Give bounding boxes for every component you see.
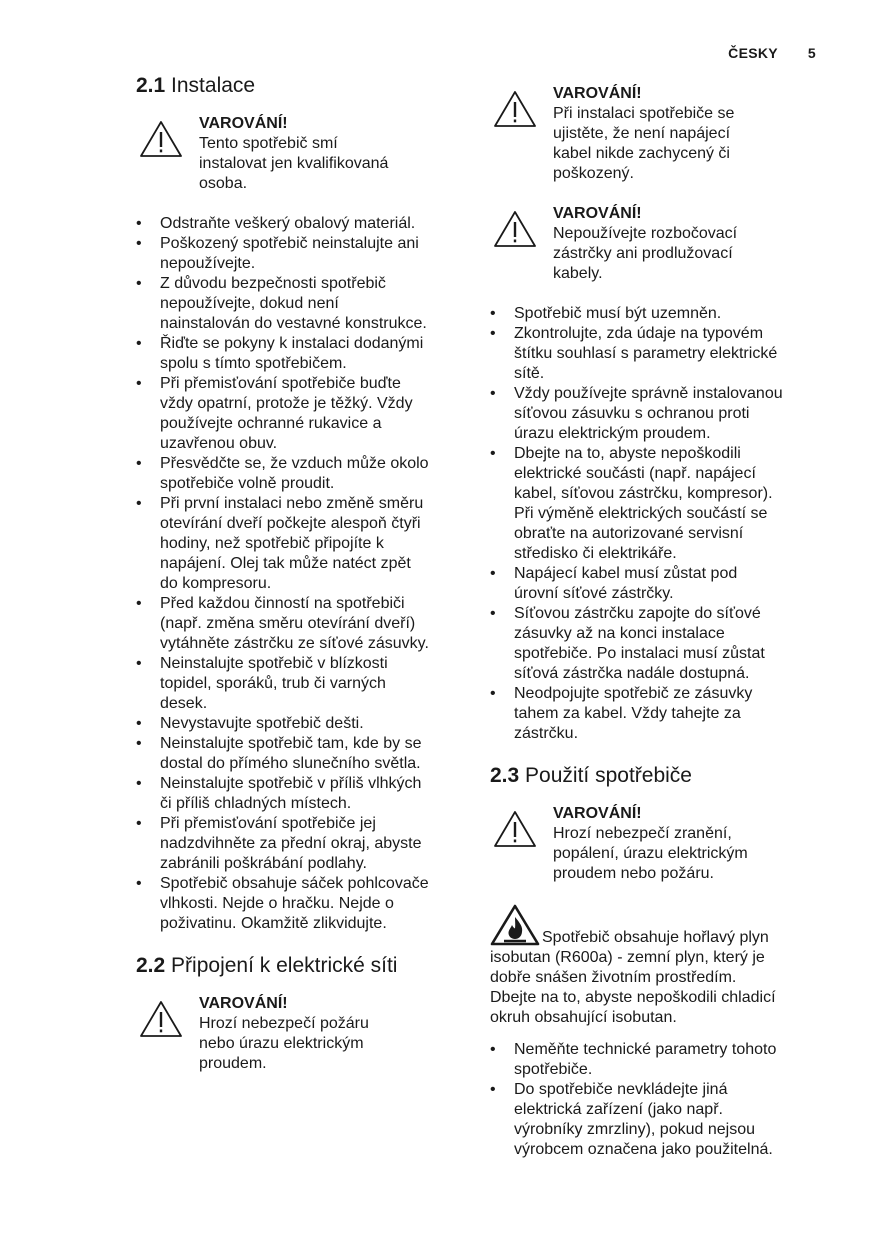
flammable-note-first-line [490, 904, 820, 948]
warning-triangle-icon [493, 210, 537, 248]
flammable-note-line: Spotřebič obsahuje hořlavý plyn [542, 929, 769, 946]
list-item: • Při první instalaci nebo změně směru otevírání dveří počkejte alespoň čtyři hodiny, než spotřebič připojíte k napájení. Olej tak může natéct zpět do kompresoru. [136, 494, 466, 594]
usage-list [490, 1040, 820, 1160]
flammable-note-line: dobře snášen životním prostředím. [490, 969, 737, 986]
list-item: • Neinstalujte spotřebič tam, kde by se dostal do přímého slunečního světla. [136, 734, 466, 774]
warning-box [490, 204, 820, 284]
section-2-3-heading [490, 762, 820, 790]
warning-line: popálení, úrazu elektrickým [553, 845, 748, 862]
section-2-2-heading [136, 952, 466, 980]
list-item: • Poškozený spotřebič neinstalujte ani nepoužívejte. [136, 234, 466, 274]
warning-line: zástrčky ani prodlužovací [553, 245, 733, 262]
warning-box [490, 84, 820, 184]
flammable-note-line: Dbejte na to, abyste nepoškodili chladicí [490, 989, 776, 1006]
warning-line: instalovat jen kvalifikovaná [199, 155, 389, 172]
list-item: • Nevystavujte spotřebič dešti. [136, 714, 466, 734]
warning-line: nebo úrazu elektrickým [199, 1035, 364, 1052]
left-column [136, 72, 466, 1094]
language-label: ČESKY [728, 45, 778, 61]
warning-triangle-icon [493, 90, 537, 128]
section-number: 2.3 [490, 764, 520, 787]
warning-triangle-icon [139, 1000, 183, 1038]
warning-triangle-icon [493, 810, 537, 848]
list-item: • Do spotřebiče nevkládejte jiná elektrická zařízení (jako např. výrobníky zmrzliny), pokud nejsou výrobcem označena jako použitelná. [490, 1080, 820, 1160]
warning-line: kabel nikde zachycený či [553, 145, 730, 162]
list-item: • Spotřebič musí být uzemněn. [490, 304, 820, 324]
list-item: • Řiďte se pokyny k instalaci dodanými spolu s tímto spotřebičem. [136, 334, 466, 374]
warning-line: poškozený. [553, 165, 634, 182]
flammable-note-line: isobutan (R600a) - zemní plyn, který je [490, 949, 765, 966]
warning-title: VAROVÁNÍ! [553, 205, 642, 222]
warning-line: Hrozí nebezpečí požáru [199, 1015, 369, 1032]
section-number: 2.2 [136, 954, 166, 977]
list-item: • Vždy používejte správně instalovanou síťovou zásuvku s ochranou proti úrazu elektrickým proudem. [490, 384, 820, 444]
section-number: 2.1 [136, 74, 166, 97]
right-column [490, 84, 820, 1178]
section-title: Instalace [171, 74, 256, 97]
list-item: • Síťovou zástrčku zapojte do síťové zásuvky až na konci instalace spotřebiče. Po instalaci musí zůstat síťová zástrčka nadále dostupná. [490, 604, 820, 684]
warning-text [199, 134, 466, 194]
warning-line: osoba. [199, 175, 248, 192]
warning-line: ujistěte, že není napájecí [553, 125, 731, 142]
list-item: • Zkontrolujte, zda údaje na typovém štítku souhlasí s parametry elektrické sítě. [490, 324, 820, 384]
electrical-list [490, 304, 820, 744]
installation-list [136, 214, 466, 934]
list-item: • Spotřebič obsahuje sáček pohlcovače vlhkosti. Nejde o hračku. Nejde o poživatinu. Okamžitě zlikvidujte. [136, 874, 466, 934]
list-item: • Neměňte technické parametry tohoto spotřebiče. [490, 1040, 820, 1080]
warning-line: Tento spotřebič smí [199, 135, 338, 152]
warning-box [136, 114, 466, 194]
warning-line: proudem nebo požáru. [553, 865, 714, 882]
warning-line: Nepoužívejte rozbočovací [553, 225, 738, 242]
warning-line: Hrozí nebezpečí zranění, [553, 825, 732, 842]
warning-triangle-icon [139, 120, 183, 158]
list-item: • Při přemisťování spotřebiče jej nadzdvihněte za přední okraj, abyste zabránili poškrábání podlahy. [136, 814, 466, 874]
list-item: • Při přemisťování spotřebiče buďte vždy opatrní, protože je těžký. Vždy používejte ochranné rukavice a uzavřenou obuv. [136, 374, 466, 454]
warning-text [553, 104, 820, 184]
section-2-1-heading [136, 72, 466, 100]
list-item: • Před každou činností na spotřebiči (např. změna směru otevírání dveří) vytáhněte zástrčku ze síťové zásuvky. [136, 594, 466, 654]
flammable-gas-note [490, 904, 820, 1028]
warning-title: VAROVÁNÍ! [199, 115, 288, 132]
flammable-warning-icon [490, 904, 540, 946]
page-header [728, 45, 816, 61]
list-item: • Neodpojujte spotřebič ze zásuvky tahem za kabel. Vždy tahejte za zástrčku. [490, 684, 820, 744]
warning-box [490, 804, 820, 884]
warning-line: proudem. [199, 1055, 267, 1072]
list-item: • Napájecí kabel musí zůstat pod úrovní síťové zástrčky. [490, 564, 820, 604]
warning-text [553, 224, 820, 284]
list-item: • Neinstalujte spotřebič v blízkosti topidel, sporáků, trub či varných desek. [136, 654, 466, 714]
page-number: 5 [807, 45, 816, 61]
list-item: • Přesvědčte se, že vzduch může okolo spotřebiče volně proudit. [136, 454, 466, 494]
list-item: • Neinstalujte spotřebič v příliš vlhkých či příliš chladných místech. [136, 774, 466, 814]
warning-line: Při instalaci spotřebiče se [553, 105, 735, 122]
warning-text [199, 1014, 466, 1074]
warning-title: VAROVÁNÍ! [199, 995, 288, 1012]
list-item: • Odstraňte veškerý obalový materiál. [136, 214, 466, 234]
warning-title: VAROVÁNÍ! [553, 805, 642, 822]
warning-title: VAROVÁNÍ! [553, 85, 642, 102]
warning-text [553, 824, 820, 884]
section-title: Připojení k elektrické síti [171, 954, 398, 977]
flammable-note-line: okruh obsahující isobutan. [490, 1009, 677, 1026]
warning-line: kabely. [553, 265, 603, 282]
list-item: • Z důvodu bezpečnosti spotřebič nepoužívejte, dokud není nainstalován do vestavné konstrukce. [136, 274, 466, 334]
warning-box [136, 994, 466, 1074]
list-item: • Dbejte na to, abyste nepoškodili elektrické součásti (např. napájecí kabel, síťovou zástrčku, kompresor). Při výměně elektrických součástí se obraťte na autorizované servisní středisko či elektrikáře. [490, 444, 820, 564]
section-title: Použití spotřebiče [525, 764, 692, 787]
